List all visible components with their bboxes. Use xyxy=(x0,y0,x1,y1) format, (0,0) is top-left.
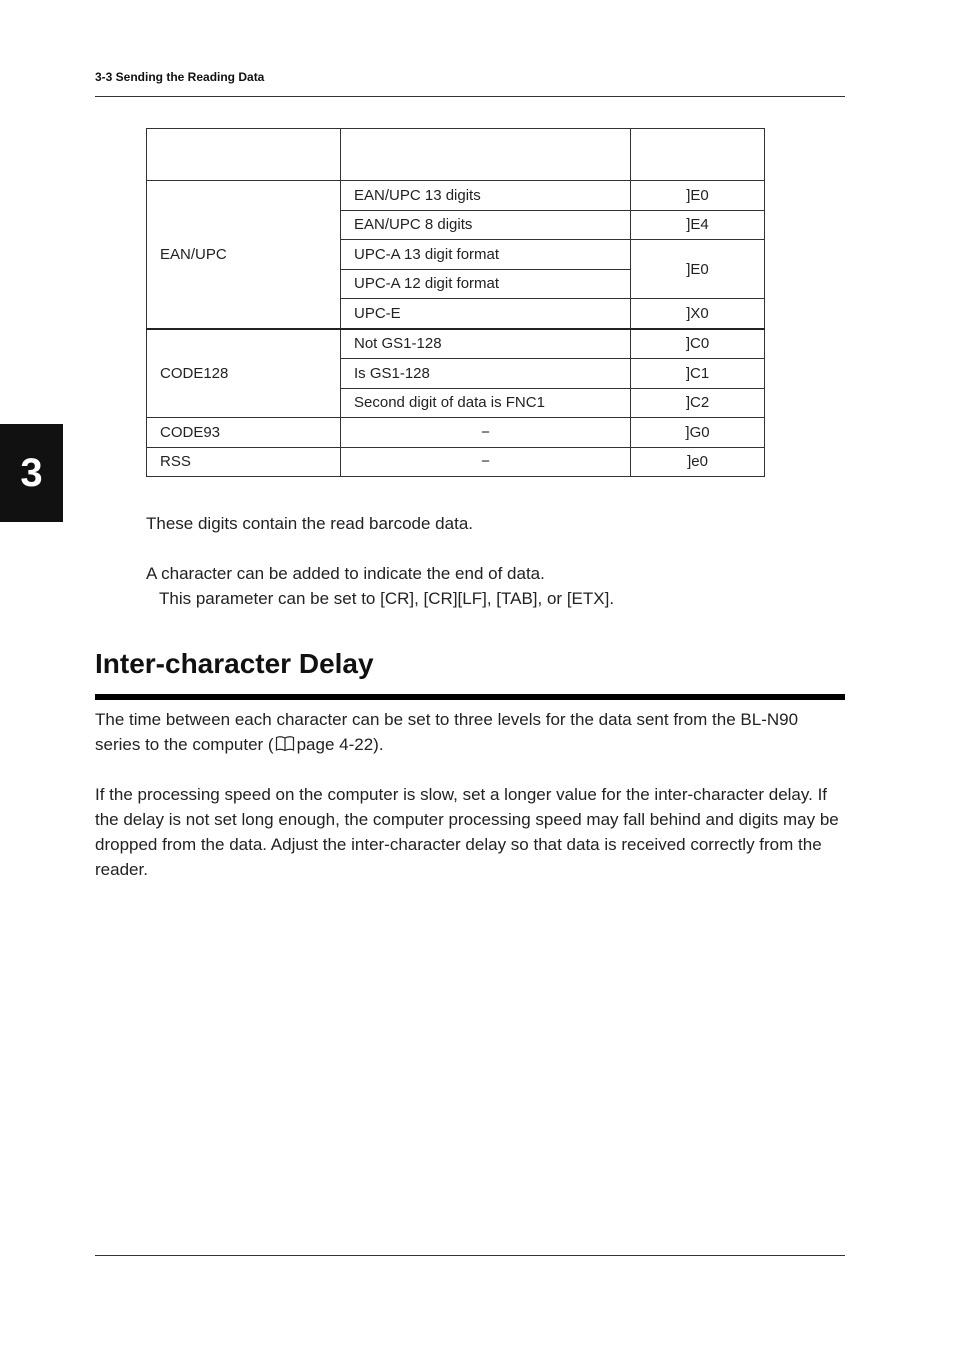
table-row xyxy=(147,418,765,448)
code-cell: ]E4 xyxy=(631,210,765,240)
code-cell: ]X0 xyxy=(631,299,765,329)
condition-cell: EAN/UPC 13 digits xyxy=(341,181,631,211)
condition-cell: Second digit of data is FNC1 xyxy=(341,388,631,418)
table-row xyxy=(147,181,765,211)
table-row xyxy=(147,447,765,477)
condition-cell: UPC-E xyxy=(341,299,631,329)
table-header-row xyxy=(147,129,765,181)
code-cell: ]C0 xyxy=(631,329,765,359)
table-row xyxy=(147,329,765,359)
symbology-cell: CODE93 xyxy=(147,418,341,448)
suffix-note: A character can be added to indicate the end of data. xyxy=(146,564,545,583)
condition-cell: − xyxy=(341,447,631,477)
code-cell: ]E0 xyxy=(631,181,765,211)
page-header xyxy=(95,68,845,97)
data-note: These digits contain the read barcode data. xyxy=(146,514,473,533)
condition-cell: EAN/UPC 8 digits xyxy=(341,210,631,240)
condition-cell: Not GS1-128 xyxy=(341,329,631,359)
page-reference-link[interactable]: page 4-22 xyxy=(296,735,374,754)
delay-paragraph: If the processing speed on the computer is slow, set a longer value for the inter-character delay. If the delay is not set long enough, the computer processing speed may fall behind and digits may be dropped from the data. Adjust the inter-character delay so that data is received correctly from the reader. xyxy=(95,785,839,879)
table-header-cell xyxy=(341,129,631,181)
code-cell: ]E0 xyxy=(631,240,765,299)
condition-cell: UPC-A 12 digit format xyxy=(341,269,631,299)
symbology-cell: RSS xyxy=(147,447,341,477)
code-cell: ]C2 xyxy=(631,388,765,418)
table-header-cell xyxy=(147,129,341,181)
code-cell: ]e0 xyxy=(631,447,765,477)
intro-text-end: ). xyxy=(373,735,384,754)
suffix-options: This parameter can be set to [CR], [CR][LF], [TAB], or [ETX]. xyxy=(159,589,615,608)
symbology-cell: CODE128 xyxy=(147,329,341,418)
condition-cell: Is GS1-128 xyxy=(341,359,631,389)
book-icon xyxy=(275,735,295,752)
footer-rule xyxy=(95,1255,845,1256)
intro-paragraph xyxy=(95,707,847,757)
intro-text: The time between each character can be set to three levels for the data sent from the BL-N90 series to the computer ( xyxy=(95,710,799,754)
section-heading: Inter-character Delay xyxy=(95,648,845,700)
symbology-cell: EAN/UPC xyxy=(147,181,341,329)
symbology-code-table xyxy=(146,128,765,477)
section-title: 3-3 Sending the Reading Data xyxy=(95,70,265,84)
condition-cell: UPC-A 13 digit format xyxy=(341,240,631,270)
condition-cell: − xyxy=(341,418,631,448)
code-cell: ]G0 xyxy=(631,418,765,448)
table-header-cell xyxy=(631,129,765,181)
chapter-tab: 3 xyxy=(0,424,63,522)
code-cell: ]C1 xyxy=(631,359,765,389)
